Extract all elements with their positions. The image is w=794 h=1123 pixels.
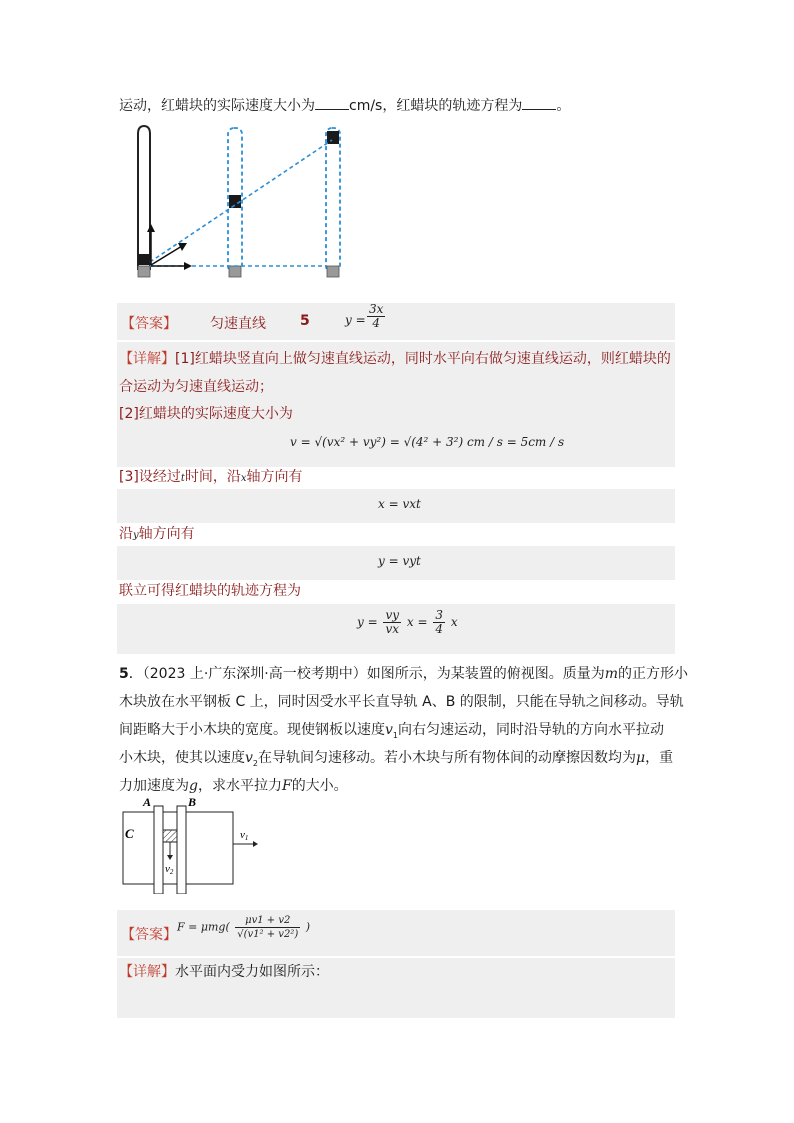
- problem-5-line-1: [119, 660, 688, 688]
- answer-1-a3-num: 3x: [369, 302, 384, 316]
- problem-5-l5b: ，求水平拉力: [197, 778, 282, 794]
- detail-1-p4a: 沿: [119, 526, 133, 542]
- intro-prefix: 运动，红蜡块的实际速度大小为: [119, 98, 315, 114]
- answer-2-label: 【答案】: [121, 927, 177, 943]
- problem-5-l5c: 的大小。: [291, 778, 348, 794]
- problem-5-number: 5: [119, 666, 129, 682]
- intro-end: 。: [556, 98, 571, 114]
- label-v2: v2: [165, 863, 174, 876]
- formula-velocity: v = √(vx² + vy²) = √(4² + 3²) cm / s = 5cm / s: [290, 435, 565, 449]
- label-v1: v1: [240, 829, 249, 842]
- f4-end: x: [450, 615, 458, 629]
- problem-5-mu: μ: [636, 750, 646, 766]
- detail-1-p4: [119, 524, 195, 546]
- formula-trajectory: [357, 609, 458, 636]
- answer-1-label: 【答案】: [121, 316, 177, 332]
- blank-2: [522, 97, 556, 110]
- problem-5-m: m: [604, 666, 619, 682]
- detail-1-p4y: y: [133, 530, 139, 541]
- answer-1-a1: 匀速直线: [210, 316, 266, 332]
- f4-den: vx: [385, 622, 400, 636]
- label-B: B: [188, 796, 197, 809]
- detail-1-p1-text: [1]红蜡块竖直向上做匀速直线运动，同时水平向右做匀速直线运动，则红蜡块的: [175, 351, 671, 367]
- detail-1-p3: [119, 467, 303, 489]
- problem-5-l1b: 的正方形小: [618, 666, 689, 682]
- answer-1-a3-lhs: y =: [345, 313, 366, 327]
- problem-5-F: F: [281, 778, 292, 794]
- detail-2-label: 【详解】: [119, 964, 175, 980]
- problem-5-g: g: [189, 778, 198, 794]
- answer-1-box: [117, 303, 675, 340]
- intro-line: [119, 96, 570, 116]
- problem-5-l3b: 向右匀速运动，同时沿导轨的方向水平拉动: [398, 722, 665, 738]
- f4-frac1: [383, 609, 401, 636]
- f4-num: vy: [385, 608, 400, 622]
- detail-1-p3c: 轴方向有: [246, 469, 303, 485]
- detail-1-p1: [119, 349, 671, 369]
- answer-1-a3-den: 4: [372, 316, 381, 330]
- problem-5-l4b: 在导轨间匀速移动。若小木块与所有物体间的动摩擦因数均为: [258, 750, 637, 766]
- label-A: A: [143, 796, 152, 809]
- label-C: C: [125, 826, 134, 841]
- detail-1-p2: [2]红蜡块的实际速度大小为: [119, 406, 293, 422]
- answer-1-a2: 5: [300, 313, 310, 329]
- detail-2-line: [119, 962, 329, 982]
- detail-1-p4b: 轴方向有: [138, 526, 195, 542]
- blank-1: [315, 97, 349, 110]
- answer-2-formula: [177, 914, 310, 941]
- detail-1-p1b: 合运动为匀速直线运动；: [119, 379, 273, 395]
- f4-lhs: y =: [357, 615, 378, 629]
- formula-x: x = vxt: [378, 497, 421, 511]
- problem-5-v2-sub: 2: [252, 758, 259, 768]
- answer-1-a3-frac: [367, 303, 385, 330]
- intro-mid: cm/s，红蜡块的轨迹方程为: [349, 98, 523, 114]
- answer-2-frac: [235, 914, 300, 941]
- tube-figure: [130, 122, 350, 282]
- answer-2-box: [117, 910, 675, 956]
- problem-5-l3: 间距略大于小木块的宽度。现使钢板以速度: [119, 722, 385, 738]
- f4-frac2: [433, 609, 445, 636]
- rail-figure: [115, 796, 275, 894]
- detail-1-p5: 联立可得红蜡块的轨迹方程为: [119, 583, 301, 599]
- detail-2-box: [117, 958, 675, 1018]
- f4-num2: 3: [435, 608, 443, 622]
- f4-den2: 4: [435, 622, 443, 636]
- problem-5-l4a: 小木块，使其以速度: [119, 750, 245, 766]
- answer-2-lhs: F = μmg(: [177, 920, 230, 934]
- problem-5-line-2: 木块放在水平钢板 C 上，同时因受水平长直导轨 A、B 的限制，只能在导轨之间移动。导轨: [119, 694, 684, 710]
- detail-1-p3b: 时间，沿: [184, 469, 241, 485]
- answer-2-num: μv1 + v2: [235, 914, 300, 928]
- answer-2-end: ): [305, 920, 311, 934]
- formula-y: y = vyt: [378, 554, 421, 568]
- problem-5-v1-sub: 1: [392, 730, 399, 740]
- detail-1-p3x: x: [240, 473, 247, 484]
- detail-1-p3t: t: [180, 473, 185, 484]
- problem-5-v2: v: [245, 750, 253, 766]
- detail-1-p3a: [3]设经过: [119, 469, 181, 485]
- problem-5-l4c: ，重: [645, 750, 674, 766]
- f4-mid: x =: [406, 615, 428, 629]
- detail-1-label: 【详解】: [119, 351, 175, 367]
- answer-2-den: √(v1² + v2²): [237, 929, 299, 940]
- problem-5-v1: v: [385, 722, 393, 738]
- problem-5-l5a: 力加速度为: [119, 778, 189, 794]
- detail-2-text: 水平面内受力如图所示：: [175, 964, 329, 980]
- problem-5-source: ．（2023 上·广东深圳·高一校考期中）如图所示，为某装置的俯视图。质量为: [128, 666, 605, 682]
